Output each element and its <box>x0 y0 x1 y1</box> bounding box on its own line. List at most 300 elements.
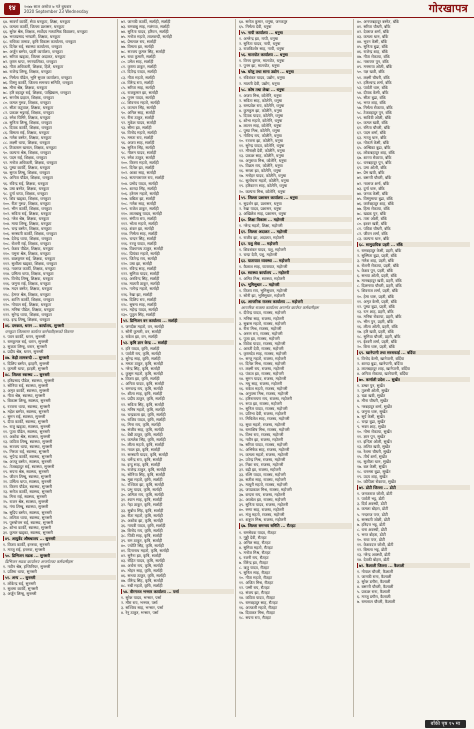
list-item: ६. सन्ध्या ओली, प्रहरी, बाँके <box>357 273 397 279</box>
list-item: ९७. सुनिल सिंह, सर्लाही <box>121 145 155 151</box>
list-item: १. हरिप्रसाद पौडेल, स्वास्थ्य, सुनसरी <box>3 378 55 384</box>
list-item: ११७. मदन बस्नेत, शिक्षक, धनकुटा <box>3 286 53 292</box>
office-section-heading: ५१. अन्य ... सुनसरी <box>3 575 116 580</box>
list-item: २. तुलसी ओली, सुर्खेत <box>357 388 390 394</box>
list-item: ९९. रमेश ठाकुर, सर्लाही <box>121 155 155 161</box>
list-item: ३०. अमिता राय, कृषि, सर्लाही <box>121 492 164 498</box>
list-item: ३. अखिलेश साह, प्रशासन, धनुषा <box>239 210 287 216</box>
list-item: ११. दिनेश मिश्र, राजस्व, महोत्तरी <box>239 360 286 366</box>
list-item: ७६. विष्णु कार्की, जिल्ला समन्वय समिति, धनकुटा <box>3 79 73 85</box>
list-item: २२. मिथिलेश साह, राजस्व, महोत्तरी <box>239 416 290 422</box>
list-item: १. कैलाश साह, यातायात, महोत्तरी <box>239 264 288 270</box>
list-item: ४७. गीता रोकाया, बाँके <box>357 54 390 60</box>
list-item: १०५. शारदा सिंह, सर्लाही <box>121 185 157 191</box>
list-item: ४. मीना चौधरी, सुर्खेत <box>357 398 389 404</box>
list-item: ५०. यज्ञ खत्री, बाँके <box>357 69 385 75</box>
list-item: १०९. केशव पौडेल, शिक्षक, धनकुटा <box>3 246 54 252</box>
list-item: १७. बल केसी, सुर्खेत <box>357 464 387 470</box>
list-item: २५. राजेन्द्र ठाकुर, कृषि, सर्लाही <box>121 467 166 473</box>
list-item: १११. संगीता राय, सर्लाही <box>121 215 157 221</box>
list-item: ५. नरेन्द्र सिंह, कृषि, सर्लाही <box>121 366 160 372</box>
list-item: ८१. कृष्णा ठाकुर, सर्लाही <box>121 64 157 70</box>
office-section-heading: ६६. आन्तरिक राजस्व कार्यालय ... महोत्तरी <box>239 299 352 304</box>
list-item: १०. गीता महतो, रौतहट <box>239 574 273 580</box>
list-item: ८२. प्रकाश भट्टराई, शिक्षक, धनकुटा <box>3 109 54 115</box>
office-section-heading: ५३. कृषि ज्ञान केन्द्र ... सर्लाही <box>121 340 234 345</box>
list-item: २६. सोनिया सिंह, कृषि, सर्लाही <box>121 472 166 478</box>
list-item: १४. सुमन यादव, राजस्व, महोत्तरी <box>239 376 287 382</box>
list-item: ७६. प्रेमलाल राय, सर्लाही <box>121 39 157 45</box>
list-item: ७. मानबहादुर खत्री, प्रहरी, बाँके <box>357 278 402 284</box>
list-item: १०. राधा पन्त, डोटी <box>357 536 385 542</box>
list-item: १९. कमलेश सिंह, कृषि, सर्लाही <box>121 436 166 442</box>
list-item: १०. राजु खड्का, स्वास्थ्य, सुनसरी <box>3 423 51 429</box>
list-item: १००. रीता गुरुङ, शिक्षक, धनकुटा <box>3 200 51 206</box>
list-item: ६४. सरोज कुमार, धनुषा, जनकपुर <box>239 19 288 24</box>
list-item: ७. सूर्य केसी, सुर्खेत <box>357 413 385 419</box>
list-item: १०. सन्जु महतो, राजस्व, महोत्तरी <box>239 355 286 361</box>
list-item: ७. विरेन्द्र झा, रौतहट <box>239 559 269 565</box>
list-item: १०२. आशा साह, सर्लाही <box>121 170 156 176</box>
list-item: ७३. दुर्गा थारु, बाँके <box>357 185 385 191</box>
list-item: ११. अजित मिश्र, रौतहट <box>239 579 274 585</box>
list-item: २७. सरिता यादव, राजस्व, महोत्तरी <box>239 441 288 447</box>
list-item: ८५. सरिता साह, सर्लाही <box>121 84 155 90</box>
list-item: ६. मञ्जु डगौरा, कैलाली <box>357 594 391 600</box>
list-item: ७८. खडक पुन, बाँके <box>357 210 387 216</box>
list-item: ६. जमुना थारु, सुर्खेत <box>357 408 388 414</box>
list-item: १७. मनोहर यादव, कोलेनि, धनुषा <box>239 173 286 179</box>
list-item: ७. लालन साह, कोलेनि, धनुषा <box>239 122 282 128</box>
list-item: २७. सुदिप बस्नेत, स्वास्थ्य, सुनसरी <box>3 509 52 515</box>
list-item: ८. अनिता यादव, कृषि, सर्लाही <box>121 381 165 387</box>
list-item: २०. कल्पना मिश्र, कोलेनि, धनुषा <box>239 188 286 194</box>
list-item: ९. कृष्णदेव साह, राजस्व, महोत्तरी <box>239 350 287 356</box>
list-item: ५. केशव पुन, प्रहरी, बाँके <box>357 268 393 274</box>
list-item: १२. मीनाक्षी देवी, कोलेनि, धनुषा <box>239 148 285 154</box>
list-item: ७०. प्रेम खत्री, बाँके <box>357 170 385 176</box>
list-item: ७२. जानकी कार्की, सर्लाही, सर्लाही <box>121 19 171 24</box>
list-item: २८. अभिषेक साह, राजस्व, महोत्तरी <box>239 446 290 452</box>
page-number-badge: १४ <box>4 3 20 15</box>
list-item: ११४. निर्मला साह, सर्लाही <box>121 230 158 236</box>
list-item: १०३. सत्यनारायण राय, सर्लाही <box>121 175 165 181</box>
list-item: १४. चन्द्रकला झा, कृषि, सर्लाही <box>121 411 166 417</box>
list-item: ८८. लक्ष्मी थापा, शिक्षक, धनकुटा <box>3 140 51 146</box>
list-item: १६. भुपेन्द्र कार्की, स्वास्थ्य, सुनसरी <box>3 453 52 459</box>
list-item: ३. अनिल साह, रौतहट <box>239 539 271 545</box>
list-item: २. सुशमा कार्की, सुनसरी <box>3 586 38 592</box>
list-item: ६५. कमला कार्की, जिल्ला प्रशासन, धनकुटा <box>3 24 65 30</box>
list-item: ६. कुसुम महतो, कृषि, सर्लाही <box>121 371 163 377</box>
list-item: ८९. टिकाराम खनाल, शिक्षक, धनकुटा <box>3 145 57 151</box>
list-item: १९. उदय शाह, सुर्खेत <box>357 474 388 480</box>
list-item: १. अमरेन्द्र झा, नापी, धनुषा <box>239 36 278 42</box>
list-item: ९५. ममता राय, सर्लाही <box>121 135 154 141</box>
list-item: १. सुदर्शन झा, प्रशासन, धनुषा <box>239 200 282 206</box>
list-item: ६७. शान्ता रोकाया, बाँके <box>357 155 392 161</box>
list-item: ४३. रोहित यादव, कृषि, सर्लाही <box>121 557 165 563</box>
office-section-heading: ७०. कर्णाली प्रदेश ... सुर्खेत <box>357 377 470 382</box>
list-item: ९२. मुकेश यादव, सर्लाही <box>121 119 157 125</box>
list-item: ९४. विनोद महतो, सर्लाही <box>121 130 157 136</box>
office-section-heading: ४६. दमकल, धरान ... कार्यालय, सुनसरी <box>3 323 116 328</box>
list-item: २०. जीवन लिम्बू, स्वास्थ्य, सुनसरी <box>3 474 51 480</box>
list-item: १०७. बबिता झा, सर्लाही <box>121 195 156 201</box>
list-item: २८. रञ्जिता झा, कृषि, सर्लाही <box>121 482 164 488</box>
column-2 <box>121 19 236 717</box>
list-item: १९. ईश्वरी शर्मा, प्रहरी, बाँके <box>357 338 398 344</box>
list-item: ८१. सीता कटुवाल, शिक्षक, धनकुटा <box>3 104 54 110</box>
list-item: २. सोनी कुमारी, वन, सर्लाही <box>121 328 162 334</box>
continued-label: बाँकी पृष्ठ १५ मा <box>425 720 466 728</box>
list-item: २२. किरण पौडेल, स्वास्थ्य, सुनसरी <box>3 484 52 490</box>
list-item: २. पार्वती भट्ट, डोटी <box>357 496 385 502</box>
list-item: ४. नीता श्रेष्ठ, स्वास्थ्य, सुनसरी <box>3 393 46 399</box>
list-item: १०४. माया लिम्बू, शिक्षक, धनकुटा <box>3 220 52 226</box>
list-item: ५. अरुण राय, राजस्व, महोत्तरी <box>239 330 283 336</box>
list-item: २९. कमला महतो, राजस्व, महोत्तरी <box>239 451 289 457</box>
list-item: ७८. हरि बहादुर राई, शिक्षक, पाख्रिबास, धनकुटा <box>3 89 71 95</box>
list-item: ८. पुष्पा मिश्र, कोलेनि, धनुषा <box>239 127 281 133</box>
list-item: २५. विभा राय, राजस्व, महोत्तरी <box>239 431 284 437</box>
list-item: ९१. रीना ठाकुर, सर्लाही <box>121 114 155 120</box>
list-item: २९. पुरुषोत्तम राई, स्वास्थ्य, सुनसरी <box>3 519 53 525</box>
list-item: ५. प्रकाश राना, कैलाली <box>357 589 391 595</box>
list-item: ३. गणेश शाह, प्रहरी, बाँके <box>357 258 395 264</box>
list-item: ८. ऋतु यादव, रौतहट <box>239 564 270 570</box>
list-item: ८. दिलमाया चौधरी, प्रहरी, बाँके <box>357 283 402 289</box>
list-item: १. विजय कार्की, इनरुवा, सुनसरी <box>3 541 50 547</box>
list-item: १. हरि यादव, कृषि, सर्लाही <box>121 346 160 351</box>
list-item: २१. उर्मिला थापा, स्वास्थ्य, सुनसरी <box>3 479 52 485</box>
list-item: १०८. रोशनी राई, शिक्षक, धनकुटा <box>3 241 51 247</box>
list-item: ७२. नवराज शर्मा, बाँके <box>357 180 390 186</box>
list-item: १. दिलिप बस्नेत, इटहरी, सुनसरी <box>3 361 50 367</box>
list-item: १२. पम्मी राय, रौतहट <box>239 585 270 591</box>
list-item: ६४. सावर्ण कार्की, सेवा धनकुटा, शिक्षा, धनकुटा <box>3 19 71 24</box>
list-item: ७४. सुनिता यादव, हरिवन, सर्लाही <box>121 29 169 35</box>
list-item: ६. शोभा महतो, कोलेनि, धनुषा <box>239 117 283 123</box>
list-item: १. गोपाल चौधरी, कैलाली <box>357 569 394 575</box>
list-item: ८७. पूनम यादव, सर्लाही <box>121 94 155 100</box>
list-item: १५. राजिव यादव, कृषि, सर्लाही <box>121 416 166 422</box>
office-section-heading: ४८. जिल्ला स्वास्थ्य ... सुनसरी <box>3 372 116 377</box>
list-item: १०४. प्रमोद यादव, सर्लाही <box>121 180 158 186</box>
list-item: १६. लीला ओली, प्रहरी, बाँके <box>357 323 398 329</box>
list-item: ८३. कल्पना थारु, बाँके <box>357 236 390 242</box>
list-item: ११०. लालबाबु यादव, सर्लाही <box>121 210 162 216</box>
list-item: ८६. बिमला राई, शिक्षक, धनकुटा <box>3 130 50 136</box>
list-item: ११. प्रदीप ठाकुर, कृषि, सर्लाही <box>121 396 165 402</box>
list-item: ७. रामलाल चौधरी, कैलाली <box>357 599 396 605</box>
list-item: २. मालती देवी, उद्योग, धनुषा <box>239 80 280 86</box>
list-item: ६५. अम्बिका बुढा, बाँके <box>357 145 391 151</box>
list-item: ३. सुजता लिम्बू, धरान, सुनसरी <box>3 344 47 349</box>
list-item: १३. मनिष महतो, कृषि, सर्लाही <box>121 406 165 412</box>
list-item: १४. मनिषा रोकाया, प्रहरी, बाँके <box>357 313 402 319</box>
list-item: ८८. शिवनाथ महतो, सर्लाही <box>121 99 160 105</box>
list-item: ६. सरस्वती जोशी, डोटी <box>357 516 390 522</box>
list-item: १२२. सुमित्रा यादव, सर्लाही <box>121 271 160 277</box>
office-section-heading: ५६. मालपोत कार्यालय ... धनुषा <box>239 52 352 57</box>
list-item: २. सविता साह, कोलेनि, धनुषा <box>239 97 283 103</box>
list-item: ६४. गोकर्ण केसी, बाँके <box>357 140 390 146</box>
list-item: ३५. माधुरी महतो, राजस्व, महोत्तरी <box>239 482 288 488</box>
list-item: २. मनिषा साह, राजस्व, महोत्तरी <box>239 315 284 321</box>
list-item: १७. अनुपमा मिश्र, राजस्व, महोत्तरी <box>239 391 289 397</box>
list-item: १५. मधु साह, राजस्व, महोत्तरी <box>239 381 282 387</box>
list-item: ९६. अजय साह, सर्लाही <box>121 140 155 146</box>
list-item: ४. प्रदीप श्रेष्ठ, धरान, सुनसरी <box>3 349 44 355</box>
list-item: ९३. सीमा झा, सर्लाही <box>121 124 152 130</box>
list-item: ७४. राजेन्द्र लिम्बू, शिक्षक, धनकुटा <box>3 69 52 75</box>
list-item: १. रविशंकर यादव, उद्योग, धनुषा <box>239 75 285 81</box>
list-item: १. राजीव झा, अदालत, महोत्तरी <box>239 234 284 240</box>
list-item: २४. इन्दु साह, कृषि, सर्लाही <box>121 462 161 468</box>
column-3 <box>239 19 354 717</box>
list-item: १. विजय राय, भूमिसुधार, महोत्तरी <box>239 288 288 294</box>
list-item: ४६. राजेन्द्र शाह, बाँके <box>357 49 388 55</box>
list-item: १२१. मनिषा पौडेल, शिक्षक, धनकुटा <box>3 306 55 312</box>
list-item: ४. रीना मिश्र, राजस्व, महोत्तरी <box>239 325 282 331</box>
list-item: १०. गोमा रोकाया, सुर्खेत <box>357 428 392 434</box>
list-item: ११३. नवराज कार्की, शिक्षक, धनकुटा <box>3 266 56 272</box>
list-item: १. रामसेवक यादव, रौतहट <box>239 529 277 535</box>
list-item: ५. बिकास लिम्बू, स्वास्थ्य, सुनसरी <box>3 398 51 404</box>
list-item: २. मञ्जु राई, इनरुवा, सुनसरी <box>3 546 45 552</box>
list-item: १०७. देवेन्द्र थापा, शिक्षक, धनकुटा <box>3 236 52 242</box>
list-item: ७. महेश बस्नेत, स्वास्थ्य, सुनसरी <box>3 408 49 414</box>
list-item: ४२. देवराज शर्मा, बाँके <box>357 29 390 35</box>
list-item: २६. गंगा लिम्बू, स्वास्थ्य, सुनसरी <box>3 504 49 510</box>
office-section-heading: ५४. वीरगञ्ज भन्सार कार्यालय ... पर्सा <box>121 589 234 594</box>
list-item: ११०. यमुना श्रेष्ठ, शिक्षक, धनकुटा <box>3 251 51 257</box>
list-item: ५४. दीपक केसी, बाँके <box>357 89 389 95</box>
list-item: १. नरेन्द्र महतो, शिक्षा, महोत्तरी <box>239 222 283 228</box>
list-item: १०. रञ्जना झा, कोलेनि, धनुषा <box>239 138 283 144</box>
list-item: १. अमित मिश्र, स्वास्थ्य, महोत्तरी <box>239 276 285 282</box>
list-item: १२३. इन्द्र लिम्बू, शिक्षक, धनकुटा <box>3 316 50 322</box>
list-item: ८०. इश्वर खत्री, बाँके <box>357 220 388 226</box>
list-item: २६. नवीन झा, राजस्व, महोत्तरी <box>239 436 283 442</box>
office-section-heading: ७१. डोटी जिल्ला ... डोटी <box>357 485 470 490</box>
list-item: १५. विक्रम राय, कोलेनि, धनुषा <box>239 163 283 169</box>
list-item: ९५. अनिता पौडेल, शिक्षक, धनकुटा <box>3 175 53 181</box>
list-item: १३. कविता लिम्बू, स्वास्थ्य, सुनसरी <box>3 438 53 444</box>
list-item: ४२. शत्रुघ्न मिश्र, राजस्व, महोत्तरी <box>239 517 286 523</box>
list-item: ४०. रमण साह, राजस्व, महोत्तरी <box>239 507 284 513</box>
list-item: ४९. मनमाया ओली, बाँके <box>357 64 393 70</box>
list-item: १११. बालकृष्ण राई, शिक्षक, धनकुटा <box>3 256 56 262</box>
list-item: २५. राजन श्रेष्ठ, स्वास्थ्य, सुनसरी <box>3 499 49 505</box>
list-item: ९. गोविन्द राय, कोलेनि, धनुषा <box>239 132 282 138</box>
list-item: १७. हरि खत्री, प्रहरी, बाँके <box>357 328 394 334</box>
list-item: ४१. सरिता चौधरी, बाँके <box>357 24 391 30</box>
list-item: ११५. चन्दन सिंह, सर्लाही <box>121 236 157 242</box>
list-item: ५. नरबहादुर शर्मा, सुर्खेत <box>357 403 392 409</box>
list-item: ९. भक्त शाह, सुर्खेत <box>357 423 386 429</box>
list-item: १८. सपना राय, रौतहट <box>239 615 271 621</box>
list-item: १२. बिमला भट्ट, डोटी <box>357 546 388 552</box>
list-item: २. रेखा यादव, प्रशासन, धनुषा <box>239 205 282 211</box>
list-item: १. जनकराज जोशी, डोटी <box>357 491 393 497</box>
list-item: १४. रेशमा चौधरी, सुर्खेत <box>357 448 392 454</box>
list-item: ८२. जीवन शर्मा, बाँके <box>357 230 388 236</box>
dateline <box>24 4 88 14</box>
list-item: ९८. दुर्गा थापा, शिक्षक, धनकुटा <box>3 190 48 196</box>
list-item: ७९. राधा कुमारी, सर्लाही <box>121 54 156 60</box>
list-item: ८. सुमन राई, स्वास्थ्य, सुनसरी <box>3 413 46 419</box>
list-item: ३. सुबास महतो, राजस्व, महोत्तरी <box>239 320 286 326</box>
list-item: १०. हेमा थारु, प्रहरी, बाँके <box>357 293 395 299</box>
list-item: १८. तेजबहादुर राई, स्वास्थ्य, सुनसरी <box>3 464 55 470</box>
list-item: २. रामकुमार राई, धरान, सुनसरी <box>3 338 49 344</box>
list-item: ३०. शोभा कार्की, स्वास्थ्य, सुनसरी <box>3 524 51 530</box>
list-item: ६०. कमल खत्री, बाँके <box>357 119 388 125</box>
list-item: १७. अञ्जु बस्नेत, स्वास्थ्य, सुनसरी <box>3 459 52 465</box>
list-item: १. दीपेन्द्र यादव, राजस्व, महोत्तरी <box>239 310 286 316</box>
list-item: १. रामबहादुर केसी, प्रहरी, बाँके <box>357 248 402 254</box>
list-item: ९७. उषा बस्नेत, शिक्षक, धनकुटा <box>3 185 50 191</box>
list-item: ८०. उमेश साह, सर्लाही <box>121 59 154 65</box>
list-item: ३४. रीता महतो, कृषि, सर्लाही <box>121 512 163 518</box>
list-item: ६१. रमिता चौधरी, बाँके <box>357 124 391 130</box>
dateline-nepali: २०७७ साल असोज ७ गते बुधबार <box>24 3 72 9</box>
list-item: १९. हरिकान्त साह, कोलेनि, धनुषा <box>239 183 288 189</box>
list-item: ७९. तारा ओली, बाँके <box>357 215 387 221</box>
list-item: ३९. सुनिता यादव, राजस्व, महोत्तरी <box>239 502 289 508</box>
page-footer <box>0 718 474 729</box>
list-item: ७. हरिदत्त भट्ट, डोटी <box>357 521 386 527</box>
list-item: ५१. लक्ष्मी चौधरी, बाँके <box>357 74 390 80</box>
list-item: १६. सरला झा, कोलेनि, धनुषा <box>239 168 282 174</box>
list-item: २. मीरा राय, भन्सार, पर्सा <box>121 600 158 606</box>
list-item: १५. निरुता राई, स्वास्थ्य, सुनसरी <box>3 448 49 454</box>
list-item: ७९. सन्तोष दाहाल, शिक्षक, धनकुटा <box>3 94 54 100</box>
office-section-heading: ५७. घरेलु तथा साना उद्योग ... धनुषा <box>239 69 352 74</box>
list-item: ४. रोशनी रोकाया, प्रहरी, बाँके <box>357 263 400 269</box>
list-item: ७३. रामबाबु साह, मलंगवा, सर्लाही <box>121 24 170 30</box>
list-item: ७४. जनक केसी, बाँके <box>357 190 389 196</box>
list-item: १३. रत्न शाह, प्रहरी, बाँके <box>357 308 394 314</box>
list-item: ११२. भोला महतो, सर्लाही <box>121 220 158 226</box>
list-item: २. प्रतिमा थापा, सुनसरी <box>3 569 37 575</box>
list-item: २०. लीला महतो, कृषि, सर्लाही <box>121 441 165 447</box>
list-item: २३. सुधा महतो, राजस्व, महोत्तरी <box>239 421 286 427</box>
list-item: १०६. हरेराम महतो, सर्लाही <box>121 190 159 196</box>
list-item: ९२. मनोज अधिकारी, शिक्षक, धनकुटा <box>3 160 57 166</box>
list-item: २४. मिना राई, स्वास्थ्य, सुनसरी <box>3 494 47 500</box>
list-item: १२६. रेखा झा, सर्लाही <box>121 291 153 297</box>
list-item: १. विनोद केसी, खानेपानी, बर्दिया <box>357 356 405 362</box>
office-section-heading: ७२. कैलाली जिल्ला ... कैलाली <box>357 563 470 568</box>
list-item: ३. सुरेन्द्र साह, कृषि, सर्लाही <box>121 356 161 362</box>
list-item: ४. रेनु ठाकुर, भन्सार, पर्सा <box>121 610 159 616</box>
column-4 <box>357 19 471 717</box>
list-item: ३२. बद्री झा, राजस्व, महोत्तरी <box>239 466 281 472</box>
list-item: १. डम्बर पुन, सुर्खेत <box>357 383 385 389</box>
list-item: ६. पूजा झा, राजस्व, महोत्तरी <box>239 335 280 341</box>
office-section-heading: ६५. भूमिसुधार ... महोत्तरी <box>239 282 352 287</box>
list-item: २४. रामाशिष मिश्र, राजस्व, महोत्तरी <box>239 426 290 432</box>
list-item: ११. केशवदत्त जोशी, डोटी <box>357 541 394 547</box>
list-item: ६६. लोकबहादुर शाह, बाँके <box>357 150 395 156</box>
list-item: ६७. भरतप्रसाद भण्डारी, शिक्षक, धनकुटा <box>3 34 61 40</box>
list-item: ११८. हेमन्त श्रेष्ठ, शिक्षक, धनकुटा <box>3 291 51 297</box>
list-item: २३. सरोज कार्की, स्वास्थ्य, सुनसरी <box>3 489 52 495</box>
list-item: ७५. विष्णुमाया बुढा, बाँके <box>357 195 393 201</box>
notice-columns <box>3 19 471 717</box>
list-item: २. पार्वती राय, कृषि, सर्लाही <box>121 351 161 357</box>
dateline-english: 2020 September 23 Wednesday <box>24 8 89 14</box>
list-item: ५३. पार्वती थारु, बाँके <box>357 84 388 90</box>
list-item: ३६. गायत्री यादव, कृषि, सर्लाही <box>121 522 166 528</box>
list-item: ६३. मञ्जु थारु, बाँके <box>357 135 387 141</box>
list-item: ७१. सरिता खड्का, जिल्ला अदालत, धनकुटा <box>3 54 66 60</box>
list-item: ९०. कल्पना श्रेष्ठ, शिक्षक, धनकुटा <box>3 150 51 156</box>
list-item: १२५. नागेन्द्र महतो, सर्लाही <box>121 286 159 292</box>
list-item: १२०. उषा झा, सर्लाही <box>121 261 152 267</box>
list-item: ४. कमला बोहरा, डोटी <box>357 506 389 512</box>
list-item: ४. बसन्ती चौधरी, कैलाली <box>357 584 394 590</box>
list-item: १२९. महेन्द्र यादव, सर्लाही <box>121 306 158 312</box>
list-item: ३. अमृत कार्की, स्वास्थ्य, सुनसरी <box>3 388 50 394</box>
list-item: १०. शीला साह, कृषि, सर्लाही <box>121 391 163 397</box>
list-item: २. सुनिता यादव, नापी, धनुषा <box>239 41 281 47</box>
list-item: १२०. गोपाल राई, शिक्षक, धनकुटा <box>3 301 52 307</box>
list-item: ८. चन्द्रा बुढा, सुर्खेत <box>357 418 386 424</box>
list-item: १०९. राजेश ठाकुर, सर्लाही <box>121 205 159 211</box>
list-item: १६. सुशीला थारु, सुर्खेत <box>357 459 392 465</box>
page-header <box>0 0 474 18</box>
list-item: ६९. दिनेश राई, स्वास्थ्य कार्यालय, धनकुटा <box>3 44 62 50</box>
list-item: ३१. निशा राय, राजस्व, महोत्तरी <box>239 461 284 467</box>
office-section-heading: ५८. कोष तथा लेखा ... धनुषा <box>239 87 352 92</box>
list-item: १७. दिवाकर मिश्र, रौतहट <box>239 610 275 616</box>
list-item: ७१. बसन्ती चौधरी, बाँके <box>357 175 392 181</box>
list-item: ९. भरत बोहरा, डोटी <box>357 531 386 537</box>
list-item: ४४. भुवन केसी, बाँके <box>357 39 388 45</box>
list-item: ७५. निर्मला पौडेल, भूमि सुधार कार्यालय, धनकुटा <box>3 74 72 80</box>
list-item: ५६. भरत शाह, बाँके <box>357 99 386 105</box>
list-item: ७२. कृष्ण थापा, नगरपालिका, धनकुटा <box>3 59 57 65</box>
list-item: १६. मिना राय, कृषि, सर्लाही <box>121 421 161 427</box>
list-item: ११७. विश्वनाथ ठाकुर, सर्लाही <box>121 246 164 252</box>
list-item: ११६. जमुना राई, शिक्षक, धनकुटा <box>3 281 51 287</box>
list-item: ११. पूजा पौडेल, स्वास्थ्य, सुनसरी <box>3 428 50 434</box>
list-item: १३. ललित खत्री, सुर्खेत <box>357 443 391 449</box>
list-item: ९१. पदम राई, शिक्षक, धनकुटा <box>3 155 47 161</box>
list-item: ३. दिर्घ अवस्थी, डोटी <box>357 501 387 507</box>
list-item: ८. धना अवस्थी, डोटी <box>357 526 387 532</box>
list-item: ४४. अर्चना राय, कृषि, सर्लाही <box>121 563 163 569</box>
office-section-heading: ४९. आयुर्वेद औषधालय ... सुनसरी <box>3 536 116 541</box>
list-item: ८७. गणेश बस्नेत, शिक्षक, धनकुटा <box>3 135 52 141</box>
list-item: १२. सविता सिंह, कृषि, सर्लाही <box>121 401 165 407</box>
office-section-heading: ५९. जिल्ला प्रशासन कार्यालय ... धनुषा <box>239 195 352 200</box>
list-item: ३. लालबहादुर शाह, खानेपानी, बर्दिया <box>357 366 410 372</box>
list-item: २. चन्दा देवी, पशु, महोत्तरी <box>239 252 278 258</box>
masthead-logo: गोरखापत्र <box>428 2 468 15</box>
list-item: ११. सुरेन्द्र यादव, कोलेनि, धनुषा <box>239 143 285 149</box>
list-item: ५९. सावित्री ओली, बाँके <box>357 114 392 120</box>
list-item: ८१. पवित्रा चौधरी, बाँके <box>357 225 391 231</box>
list-item: २१. नवल झा, कृषि, सर्लाही <box>121 446 161 452</box>
list-item: ६५. निर्मला देवी, धनुषा <box>239 24 272 30</box>
list-item: ३३. सुबोध सिंह, कृषि, सर्लाही <box>121 507 164 513</box>
list-item: १३. संजय झा, रौतहट <box>239 590 270 596</box>
